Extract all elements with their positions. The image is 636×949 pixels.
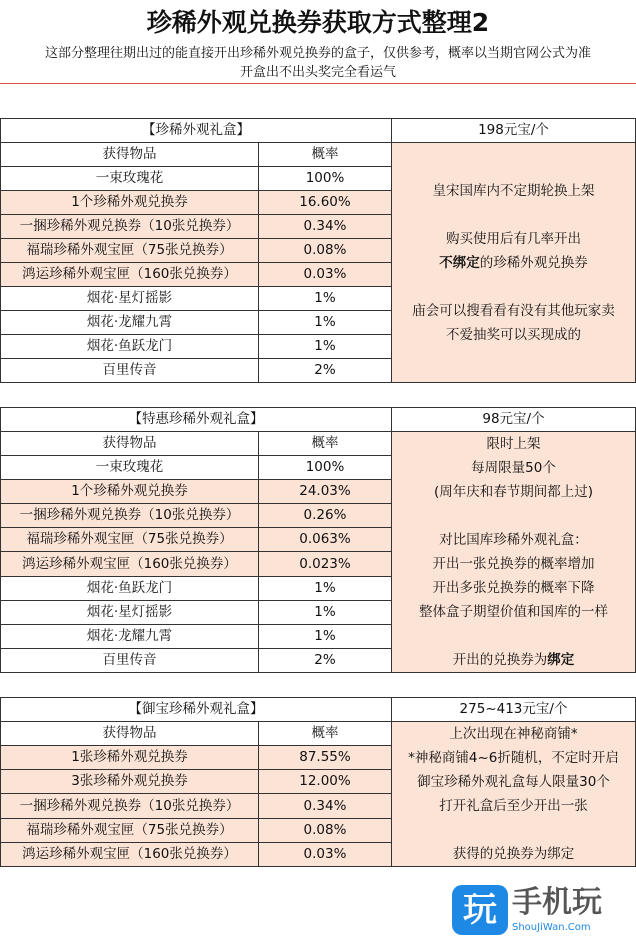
table-header-row: [1, 143, 636, 167]
watermark-icon: 玩: [452, 885, 508, 935]
note-line: [392, 203, 635, 227]
page-title: 珍稀外观兑换券获取方式整理2: [146, 8, 490, 37]
box-name: 【珍稀外观礼盒】: [1, 119, 392, 143]
rate-table: [0, 118, 636, 383]
item-rate: 1%: [259, 624, 392, 648]
box-name: 【特惠珍稀外观礼盒】: [1, 408, 392, 432]
item-name: 一束玫瑰花: [1, 456, 259, 480]
item-rate: 1%: [259, 287, 392, 311]
item-rate: 0.34%: [259, 215, 392, 239]
item-name: 1张珍稀外观兑换券: [1, 746, 259, 770]
table-header-row: [1, 432, 636, 456]
box-notes: [392, 722, 636, 867]
note-line: 不绑定的珍稀外观兑换券: [439, 254, 588, 271]
note-line: 购买使用后有几率开出: [446, 230, 581, 247]
item-rate: 0.03%: [259, 263, 392, 287]
note-line: 开出多张兑换券的概率下降: [432, 580, 595, 596]
item-rate: 0.26%: [259, 504, 392, 528]
item-rate: 1%: [259, 311, 392, 335]
watermark-label: [512, 885, 602, 935]
item-name: 3张珍稀外观兑换券: [1, 770, 259, 794]
item-rate: 100%: [259, 456, 392, 480]
col-rate-header: 概率: [259, 722, 392, 746]
note-line: 限时上架: [486, 436, 541, 452]
note-line: [392, 275, 635, 299]
item-rate: 0.08%: [259, 818, 392, 842]
note-line: [392, 818, 635, 842]
item-rate: 1%: [259, 600, 392, 624]
item-name: 一捆珍稀外观兑换券（10张兑换券）: [1, 504, 259, 528]
item-name: 百里传音: [1, 648, 259, 672]
item-name: 1个珍稀外观兑换券: [1, 191, 259, 215]
item-name: 一捆珍稀外观兑换券（10张兑换券）: [1, 215, 259, 239]
rate-table: [0, 407, 636, 673]
box-notes: [392, 432, 636, 673]
subtitle-line: 这部分整理往期出过的能直接开出珍稀外观兑换券的盒子，仅供参考，概率以当期官网公式为准: [44, 46, 591, 61]
rate-table: [0, 697, 636, 867]
table-title-row: [1, 408, 636, 432]
col-item-header: 获得物品: [1, 432, 259, 456]
watermark-url: ShouJiWan.Com: [512, 922, 591, 933]
note-line: 打开礼盒后至少开出一张: [439, 798, 588, 814]
item-rate: 100%: [259, 167, 392, 191]
divider: [0, 83, 636, 84]
item-rate: 0.03%: [259, 842, 392, 866]
item-name: 鸿运珍稀外观宝匣（160张兑换券）: [1, 263, 259, 287]
item-rate: 12.00%: [259, 770, 392, 794]
item-name: 福瑞珍稀外观宝匣（75张兑换券）: [1, 818, 259, 842]
item-rate: 2%: [259, 648, 392, 672]
item-name: 烟花·鱼跃龙门: [1, 576, 259, 600]
item-rate: 87.55%: [259, 746, 392, 770]
item-rate: 0.063%: [259, 528, 392, 552]
item-name: 烟花·星灯摇影: [1, 600, 259, 624]
note-line: 皇宋国库内不定期轮换上架: [432, 182, 595, 199]
item-name: 福瑞珍稀外观宝匣（75张兑换券）: [1, 528, 259, 552]
item-rate: 0.34%: [259, 794, 392, 818]
tables-container: [0, 118, 636, 867]
item-name: 1个珍稀外观兑换券: [1, 480, 259, 504]
table-title-row: [1, 698, 636, 722]
note-line: [392, 504, 635, 528]
item-rate: 2%: [259, 359, 392, 383]
col-rate-header: 概率: [259, 432, 392, 456]
note-line: 庙会可以搜看看有没有其他玩家卖: [412, 302, 615, 319]
item-rate: 1%: [259, 576, 392, 600]
item-name: 烟花·龙耀九霄: [1, 311, 259, 335]
item-name: 一捆珍稀外观兑换券（10张兑换券）: [1, 794, 259, 818]
note-line: 御宝珍稀外观礼盒每人限量30个: [417, 774, 610, 790]
note-line: 不爱抽奖可以买现成的: [446, 326, 581, 343]
subtitle: [0, 44, 636, 82]
watermark-text: 手机玩: [512, 885, 602, 920]
note-line: (周年庆和春节期间都上过): [433, 484, 594, 500]
table-header-row: [1, 722, 636, 746]
item-rate: 0.08%: [259, 239, 392, 263]
note-line: 对比国库珍稀外观礼盒：: [439, 532, 588, 548]
item-name: 福瑞珍稀外观宝匣（75张兑换券）: [1, 239, 259, 263]
note-line: 整体盒子期望价值和国库的一样: [419, 604, 608, 620]
item-name: 烟花·鱼跃龙门: [1, 335, 259, 359]
note-line: 获得的兑换券为绑定: [452, 846, 575, 862]
item-name: 烟花·星灯摇影: [1, 287, 259, 311]
note-line: 开出一张兑换券的概率增加: [432, 556, 595, 572]
box-price: 275~413元宝/个: [392, 698, 636, 722]
box-price: 98元宝/个: [392, 408, 636, 432]
note-line: 上次出现在神秘商铺*: [449, 726, 578, 742]
item-rate: 0.023%: [259, 552, 392, 576]
box-name: 【御宝珍稀外观礼盒】: [1, 698, 392, 722]
col-item-header: 获得物品: [1, 722, 259, 746]
note-line: *神秘商铺4~6折随机，不定时开启: [408, 750, 619, 766]
item-name: 百里传音: [1, 359, 259, 383]
col-item-header: 获得物品: [1, 143, 259, 167]
item-name: 烟花·龙耀九霄: [1, 624, 259, 648]
item-rate: 16.60%: [259, 191, 392, 215]
note-line: [392, 624, 635, 648]
note-line: 开出的兑换券为绑定: [452, 652, 575, 668]
note-line: 每周限量50个: [471, 460, 556, 476]
box-notes: [392, 143, 636, 383]
item-rate: 1%: [259, 335, 392, 359]
item-name: 一束玫瑰花: [1, 167, 259, 191]
item-rate: 24.03%: [259, 480, 392, 504]
item-name: 鸿运珍稀外观宝匣（160张兑换券）: [1, 552, 259, 576]
col-rate-header: 概率: [259, 143, 392, 167]
box-price: 198元宝/个: [392, 119, 636, 143]
watermark-logo: [452, 875, 636, 945]
subtitle-line: 开盒出不出头奖完全看运气: [239, 65, 396, 80]
table-title-row: [1, 119, 636, 143]
item-name: 鸿运珍稀外观宝匣（160张兑换券）: [1, 842, 259, 866]
